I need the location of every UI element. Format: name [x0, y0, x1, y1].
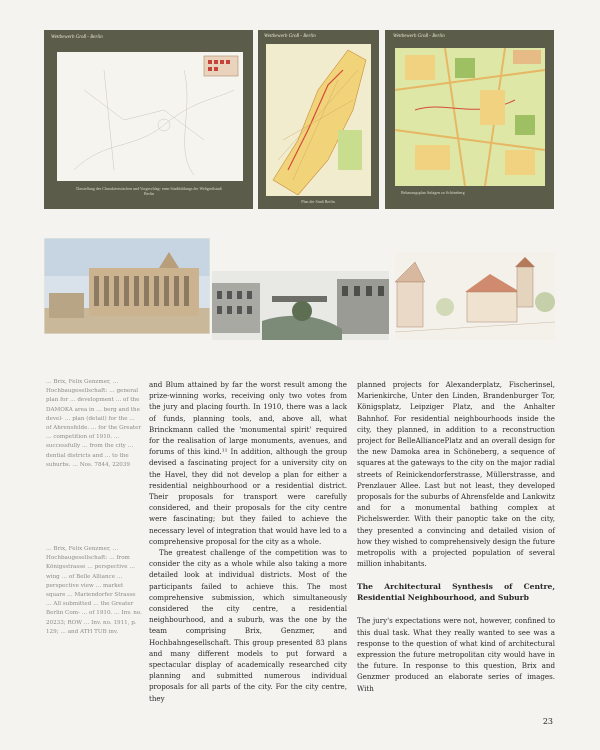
plate-caption: Darstellung des Charakteristischen und Vorgeschlag- enen Stadtbildungs der Weltgroßstadt Berlin: [76, 186, 222, 196]
page-number: 23: [542, 717, 553, 726]
villa-sketch-image: [395, 252, 555, 340]
text-column-1: [149, 379, 347, 704]
text-column-2: [357, 379, 555, 694]
figure-caption: [46, 545, 142, 637]
plate-caption: Plan der Stadt Berlin: [301, 199, 335, 204]
plan-sheet: [44, 30, 253, 209]
section-heading: The Architectural Synthesis of Centre, Residential Neighbourhood, and Suburb: [357, 582, 555, 603]
plate-city-plan: [258, 30, 379, 209]
caption-text: … Brix, Felix Genzmer, … Hochbaugesellschaft: … from Königsstrasse … perspective … wing … of Belle Alliance … perspective view … market square … Mariendorfer Strasse … All submitted … the Greater Berlin Com- … of 1910. … Inv. no. 20233; ROW … Inv. no. 1911, p. 129; … and ATH TUB inv.: [46, 546, 142, 635]
figure-caption: [46, 378, 142, 470]
paragraph: and Blum attained by far the worst result among the prize-winning works, receiving only two votes from the jury and placing fourth. In 1910, there was a lack of funds, planning tools, and, above all, what Brinckmann called the 'monumental spirit' required for the realisation of large monuments, avenues, and forums of this kind.¹¹ In addition, although the group devised a fascinating project for a university city on the Havel, they did not develop a plan for either a residential neighbourhood or a residential district. Their proposals for transport were carefully considered, and their proposals for the city centre were fascinating; but they failed to achieve the necessary level of integration that would have led to a comprehensive proposal for the city as a whole.: [149, 380, 347, 546]
plate-title: Wettbewerb Groß - Berlin: [393, 34, 445, 39]
colored-plan: [258, 30, 379, 209]
plate-title: Wettbewerb Groß - Berlin: [51, 35, 103, 40]
palace-perspective-image: [44, 238, 210, 334]
plate-schoeneberg-plan: [385, 30, 554, 209]
colored-plan: [385, 30, 554, 209]
paragraph: The jury's expectations were not, however, confined to this dual task. What they really wanted to see was a response to the question of what kind of architectural expression the future metropolitan city would have in the future. In response to this question, Brix and Genzmer produced an elaborate series of images. With: [357, 616, 555, 693]
paragraph: The greatest challenge of the competition was to consider the city as a whole while also taking a more detailed look at individual districts. Most of the participants failed to achieve this. The most comprehensive submission, which simultaneously considered the city centre, a residential neighbourhood, and a suburb, was the one by the team comprising Brix, Genzmer, and Hochbahngesellschaft. This group presented 83 plans and many different models to put forward a spectacular display of academically researched city planning and submitted numerous individual proposals for all parts of the city. For the city centre, they: [149, 548, 347, 703]
plate-ahrensfelde-plan: [44, 30, 253, 209]
plate-title: Wettbewerb Groß - Berlin: [264, 34, 316, 39]
bridge-view-image: [212, 271, 389, 340]
plate-caption: Bebauungsplan Anlagen zu Schöneberg: [401, 190, 465, 195]
caption-text: … Brix, Felix Genzmer, … Hochbaugesellschaft: … general plan for … development … of the DAMOKA area in … berg and the devel- … plan (detail) for the … of Ahrensfelde. … for the Greater … competition of 1910. … successfully … from the city … dential districts and … to the suburbs. … Nos. 7844, 22039: [46, 379, 142, 468]
paragraph: planned projects for Alexanderplatz, Fischerinsel, Marienkirche, Unter den Linden, Brandenburger Tor, Königsplatz, Leipziger Platz, and the Anhalter Bahnhof. For residential neighbourhoods inside the city, they planned, in addition to a reconstruction project for BelleAlliancePlatz and an overall design for the new Damoka area in Schöneberg, a sequence of squares at the gateways to the city on the major radial streets of Reinickendorferstrasse, Müllerstrasse, and Prenzlauer Allee. Last but not least, they developed proposals for the suburbs of Ahrensfelde and Lankwitz and for a monumental bathing complex at Pichelswerder. With their panoptic take on the city, they presented a convincing and detailed vision of how they wished to comprehensively design the future metropolis with a projected population of several million inhabitants.: [357, 380, 555, 569]
